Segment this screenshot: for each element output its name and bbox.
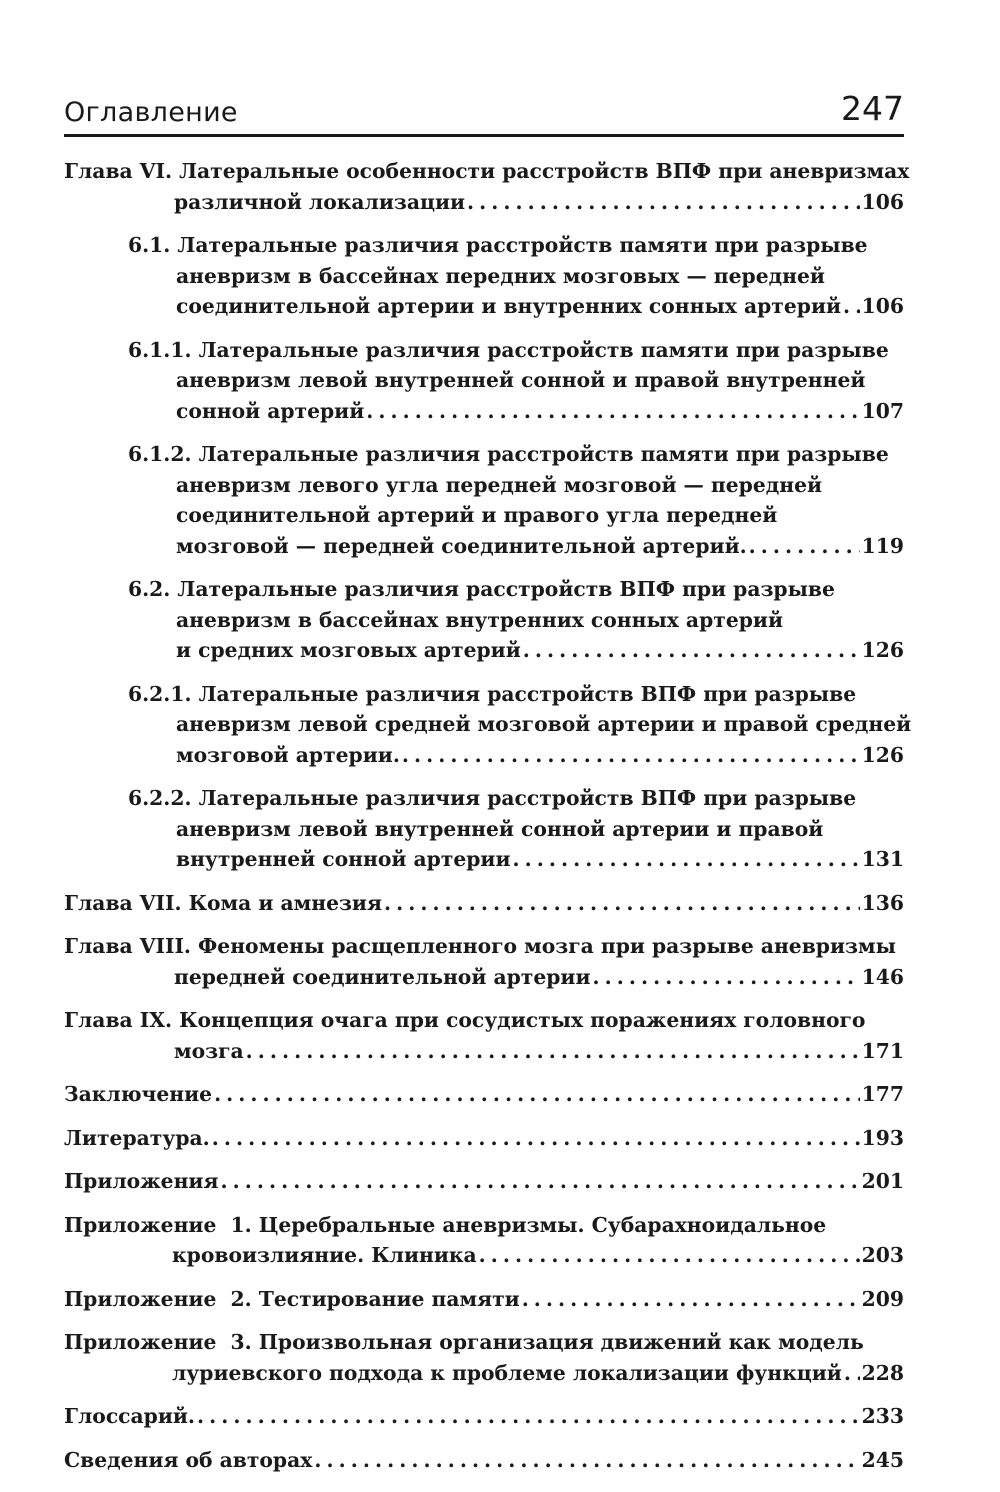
toc-entry-text: Глава VI. Латеральные особенности расстройств ВПФ при аневризмах	[64, 159, 910, 183]
toc-entry-text: Приложение 2. Тестирование памяти	[64, 1286, 520, 1311]
toc-entry-last-line	[64, 962, 904, 993]
toc-page-number: 177	[861, 1082, 904, 1106]
toc-entry-last-line	[64, 1166, 904, 1197]
toc-page-number: 126	[861, 638, 904, 662]
toc-entry-text: соединительной артерий и правого угла передней	[176, 503, 778, 527]
toc-entry-text: мозговой — передней соединительной артерий.	[176, 533, 747, 558]
toc-entry-text: 6.2. Латеральные различия расстройств ВПФ при разрыве	[128, 577, 835, 601]
toc-entry-text: аневризм левой внутренней сонной артерии и правой	[176, 816, 824, 841]
toc-entry-last-line	[64, 1358, 904, 1389]
toc-entry-last-line	[64, 844, 904, 875]
toc-page-number: 203	[861, 1243, 904, 1267]
toc-page-number: 106	[861, 294, 904, 318]
running-title: Оглавление	[64, 97, 238, 128]
toc-entry-text: аневризм левой внутренней сонной и правой внутренней	[176, 368, 866, 392]
toc-entry-text: Глава VIII. Феномены расщепленного мозга при разрыве аневризмы	[64, 934, 896, 958]
toc-entry-text: и средних мозговых артерий	[176, 638, 521, 662]
leader-dots	[467, 187, 860, 218]
toc-page-number: 245	[861, 1447, 904, 1472]
toc-page-number: 193	[861, 1125, 904, 1150]
leader-dots	[593, 962, 860, 993]
toc-entry-last-line	[64, 1240, 904, 1271]
toc-entry-last-line	[64, 531, 904, 562]
toc-page-number: 107	[861, 398, 904, 423]
leader-dots	[197, 1401, 860, 1432]
toc-entry-text: аневризм левой средней мозговой артерии и правой средней	[176, 712, 912, 736]
leader-dots	[366, 396, 859, 427]
toc-entry-last-line	[64, 1123, 904, 1154]
toc-entry-last-line	[64, 1079, 904, 1110]
leader-dots	[212, 1123, 860, 1154]
toc-entry-conclusion[interactable]	[64, 1079, 904, 1110]
toc-entry-text: аневризм в бассейнах передних мозговых — передней	[176, 263, 825, 288]
toc-entry-section-6-2[interactable]	[64, 574, 904, 666]
toc-entry-text: Заключение	[64, 1082, 213, 1106]
toc-entry-appendix-3[interactable]	[64, 1327, 904, 1388]
toc-entry-text: соединительной артерии и внутренних сонных артерий	[176, 294, 842, 318]
toc-entry-chapter-8[interactable]	[64, 931, 904, 992]
toc-entry-text: мозговой артерии.	[176, 742, 400, 767]
leader-dots	[214, 1079, 860, 1110]
leader-dots	[843, 291, 860, 322]
leader-dots	[220, 1166, 859, 1197]
toc-entry-text: 6.2.2. Латеральные различия расстройств ВПФ при разрыве	[128, 786, 857, 810]
leader-dots	[844, 1358, 860, 1389]
toc-entry-last-line	[64, 1401, 904, 1432]
toc-entry-section-6-1-2[interactable]	[64, 439, 904, 561]
toc-entry-text: сонной артерий	[176, 398, 365, 423]
toc-entry-text: Приложение 3. Произвольная организация движений как модель	[64, 1330, 864, 1354]
toc-entry-section-6-1-1[interactable]	[64, 335, 904, 427]
toc-entry-glossary[interactable]	[64, 1401, 904, 1432]
toc-page-number: 233	[861, 1404, 904, 1428]
leader-dots	[314, 1445, 859, 1476]
toc-entry-text: мозга	[174, 1038, 244, 1063]
toc-entry-text: Глоссарий.	[64, 1404, 195, 1428]
toc-entry-appendix-2[interactable]	[64, 1284, 904, 1315]
toc-page-number: 126	[861, 742, 904, 767]
toc-entry-last-line	[64, 1036, 904, 1067]
toc-page-number: 131	[861, 847, 904, 871]
toc-page-number: 119	[861, 533, 904, 558]
toc-page-number: 209	[861, 1286, 904, 1311]
toc-entry-text: аневризм левого угла передней мозговой — передней	[176, 472, 823, 497]
toc-entry-references[interactable]	[64, 1123, 904, 1154]
toc-entry-text: Глава IX. Концепция очага при сосудистых поражениях головного	[64, 1008, 866, 1032]
toc-page-number: 136	[861, 890, 904, 915]
toc-entry-text: кровоизлияние. Клиника	[172, 1243, 477, 1267]
toc-entry-last-line	[64, 1284, 904, 1315]
toc-page-number: 201	[861, 1169, 904, 1193]
leader-dots	[384, 888, 860, 919]
toc-entry-text: внутренней сонной артерии	[176, 847, 511, 871]
leader-dots	[402, 740, 860, 771]
toc-entry-text: передней соединительной артерии	[174, 964, 591, 989]
toc-entry-text: Глава VII. Кома и амнезия	[64, 890, 382, 915]
toc-entry-text: различной локализации	[174, 189, 466, 214]
toc-entry-text: 6.1. Латеральные различия расстройств памяти при разрыве	[128, 233, 868, 257]
toc-entry-text: 6.1.2. Латеральные различия расстройств памяти при разрыве	[128, 442, 889, 466]
toc-entry-text: аневризм в бассейнах внутренних сонных артерий	[176, 607, 783, 632]
toc-entry-last-line	[64, 396, 904, 427]
toc-entry-last-line	[64, 635, 904, 666]
leader-dots	[246, 1036, 860, 1067]
table-of-contents	[64, 156, 912, 1488]
toc-entry-last-line	[64, 740, 904, 771]
leader-dots	[749, 531, 860, 562]
toc-entry-text: Литература.	[64, 1125, 210, 1150]
toc-entry-chapter-9[interactable]	[64, 1005, 904, 1066]
toc-entry-text: Приложение 1. Церебральные аневризмы. Субарахноидальное	[64, 1212, 827, 1237]
page-number: 247	[841, 89, 904, 128]
leader-dots	[523, 635, 860, 666]
toc-entry-section-6-1[interactable]	[64, 230, 904, 322]
toc-entry-chapter-6[interactable]	[64, 156, 910, 217]
leader-dots	[479, 1240, 860, 1271]
toc-page-number: 171	[861, 1038, 904, 1063]
toc-entry-appendix-1[interactable]	[64, 1210, 904, 1271]
toc-entry-last-line	[64, 187, 904, 218]
toc-page-number: 228	[861, 1360, 904, 1385]
toc-entry-text: Приложения	[64, 1169, 219, 1193]
toc-entry-text: 6.1.1. Латеральные различия расстройств памяти при разрыве	[128, 337, 889, 362]
toc-entry-text: 6.2.1. Латеральные различия расстройств ВПФ при разрыве	[128, 681, 857, 706]
leader-dots	[513, 844, 860, 875]
leader-dots	[522, 1284, 860, 1315]
toc-entry-about-authors[interactable]	[64, 1445, 904, 1476]
toc-entry-last-line	[64, 291, 904, 322]
toc-entry-chapter-7[interactable]	[64, 888, 904, 919]
toc-entry-last-line	[64, 888, 904, 919]
toc-entry-text: Сведения об авторах	[64, 1447, 313, 1472]
toc-page-number: 106	[861, 189, 904, 214]
running-header	[64, 78, 904, 137]
toc-entry-text: луриевского подхода к проблеме локализации функций	[172, 1360, 842, 1385]
toc-entry-last-line	[64, 1445, 904, 1476]
toc-entry-section-6-2-1[interactable]	[64, 679, 912, 771]
toc-entry-appendices[interactable]	[64, 1166, 904, 1197]
toc-page-number: 146	[861, 964, 904, 989]
toc-entry-section-6-2-2[interactable]	[64, 783, 904, 875]
